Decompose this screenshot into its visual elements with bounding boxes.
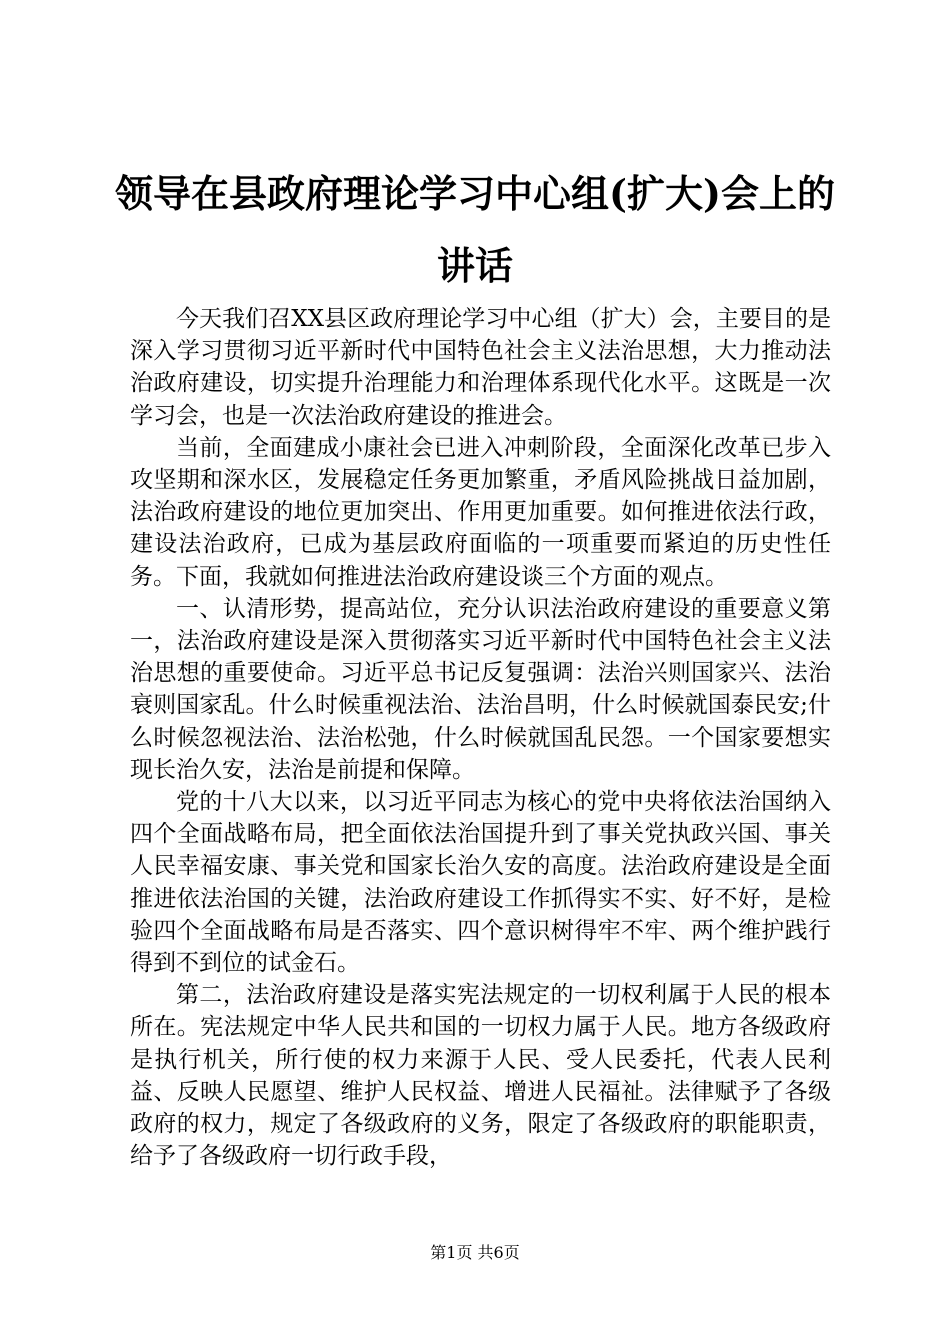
paragraph: 第二，法治政府建设是落实宪法规定的一切权利属于人民的根本所在。宪法规定中华人民共和国的一切权力属于人民。地方各级政府是执行机关，所行使的权力来源于人民、受人民委托，代表人民利益、反映人民愿望、维护人民权益、增进人民福祉。法律赋予了各级政府的权力，规定了各级政府的义务，限定了各级政府的职能职责，给予了各级政府一切行政手段， [130, 982, 831, 1170]
paragraph: 党的十八大以来，以习近平同志为核心的党中央将依法治国纳入四个全面战略布局，把全面依法治国提升到了事关党执政兴国、事关人民幸福安康、事关党和国家长治久安的高度。法治政府建设是全面推进依法治国的关键，法治政府建设工作抓得实不实、好不好，是检验四个全面战略布局是否落实、四个意识树得牢不牢、两个维护践行得到不到位的试金石。 [130, 789, 831, 977]
paragraph: 当前，全面建成小康社会已进入冲刺阶段，全面深化改革已步入攻坚期和深水区，发展稳定任务更加繁重，矛盾风险挑战日益加剧，法治政府建设的地位更加突出、作用更加重要。如何推进依法行政，建设法治政府，已成为基层政府面临的一项重要而紧迫的历史性任务。下面，我就如何推进法治政府建设谈三个方面的观点。 [130, 434, 831, 590]
document-body [130, 303, 831, 1172]
page-footer: 第1页 共6页 [430, 1243, 520, 1262]
paragraph: 一、认清形势，提高站位，充分认识法治政府建设的重要意义第一，法治政府建设是深入贯彻落实习近平新时代中国特色社会主义法治思想的重要使命。习近平总书记反复强调：法治兴则国家兴、法治衰则国家乱。什么时候重视法治、法治昌明，什么时候就国泰民安;什么时候忽视法治、法治松弛，什么时候就国乱民怨。一个国家要想实现长治久安，法治是前提和保障。 [130, 595, 831, 783]
document-title: 领导在县政府理论学习中心组(扩大)会上的讲话 [115, 171, 835, 288]
paragraph: 今天我们召XX县区政府理论学习中心组（扩大）会，主要目的是深入学习贯彻习近平新时代中国特色社会主义法治思想，大力推动法治政府建设，切实提升治理能力和治理体系现代化水平。这既是一次学习会，也是一次法治政府建设的推进会。 [130, 306, 831, 429]
